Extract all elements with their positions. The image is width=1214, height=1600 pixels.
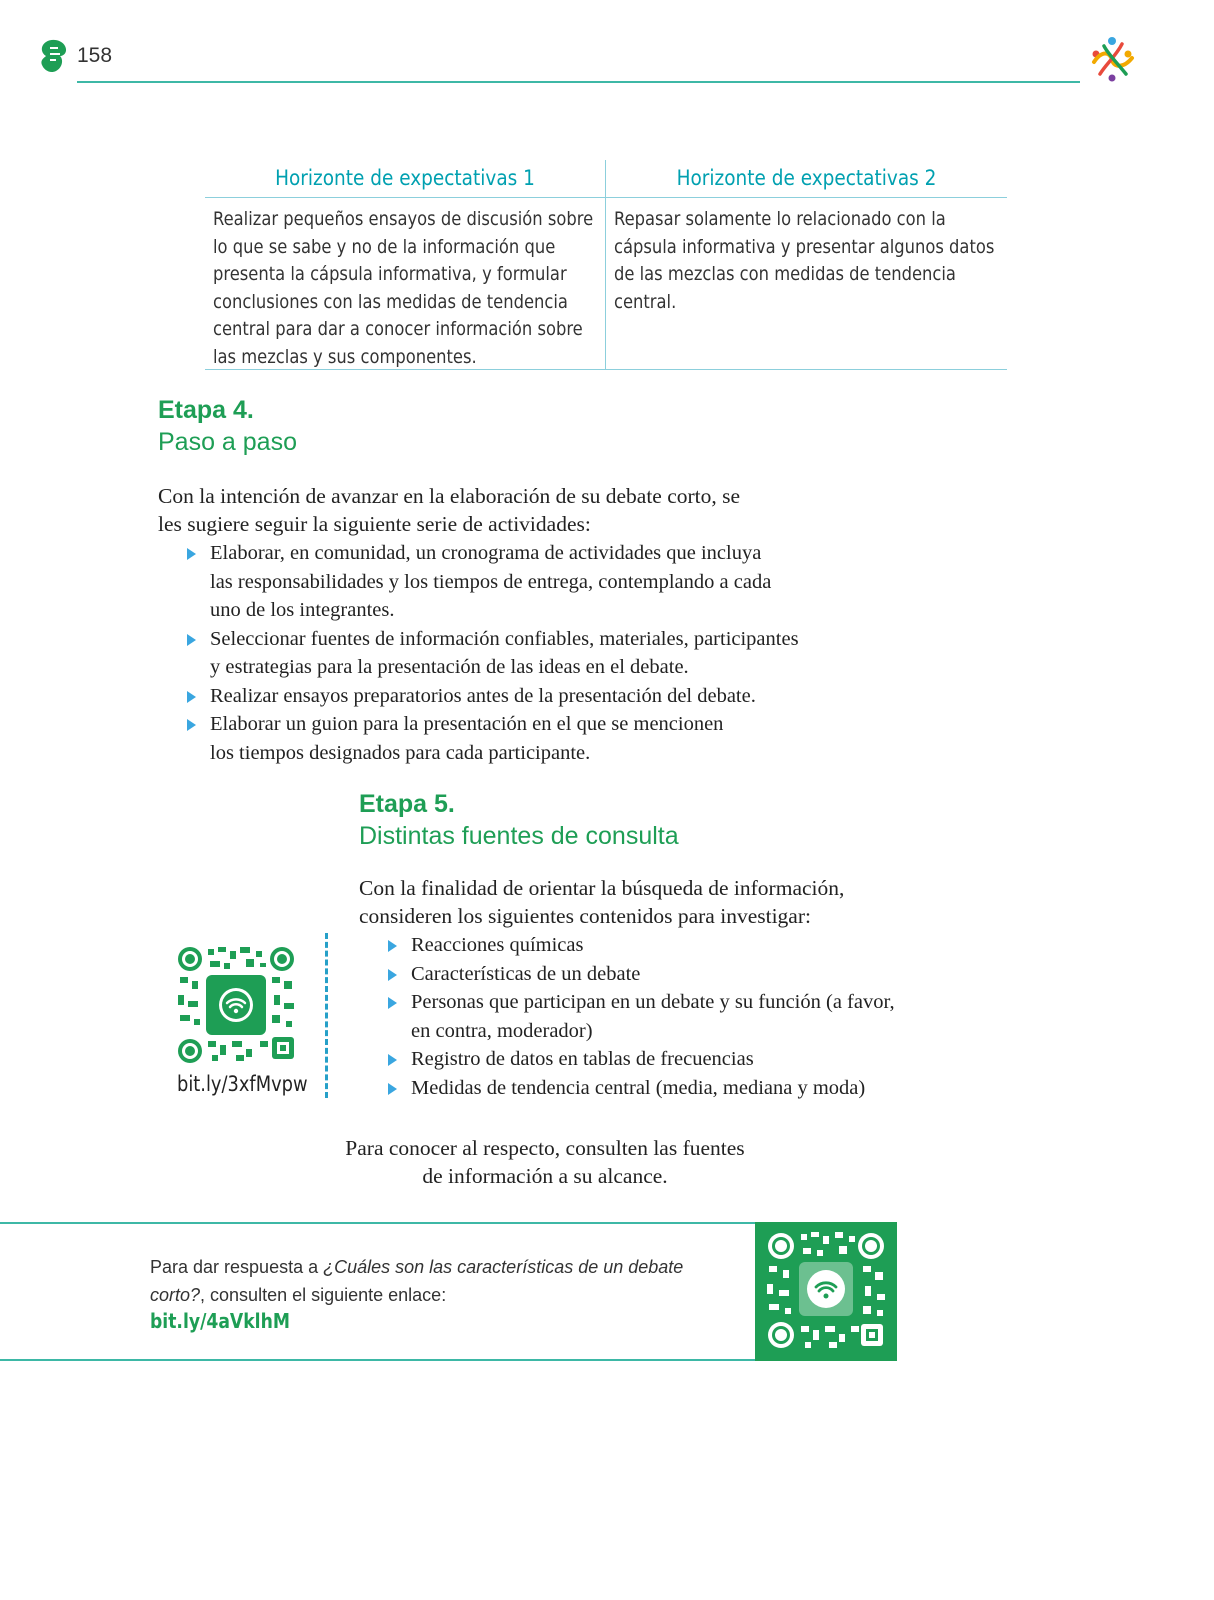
stage4-intro: Con la intención de avanzar en la elaboración de su debate corto, se les sugiere seguir la siguiente serie de actividades: <box>158 484 741 536</box>
stage5-subtitle: Distintas fuentes de consulta <box>359 822 679 850</box>
qr-code-2-panel[interactable] <box>755 1222 897 1361</box>
dashed-divider <box>325 933 328 1098</box>
list-item: Características de un debate <box>386 960 946 989</box>
list-item: Elaborar, en comunidad, un cronograma de actividades que incluya las responsabilidades y los tiempos de entrega, contemplando a cada uno de los integrantes. <box>185 539 885 625</box>
bullet-arrow-icon <box>187 634 196 646</box>
link-box-text: Para dar respuesta a ¿Cuáles son las características de un debate corto?, consulten el siguiente enlace: <box>150 1257 684 1305</box>
bullet-arrow-icon <box>388 997 397 1009</box>
list-item: Seleccionar fuentes de información confiables, materiales, participantes y estrategias para la presentación de las ideas en el debate. <box>185 625 885 682</box>
link-box-top-rule <box>0 1222 755 1224</box>
bullet-arrow-icon <box>388 940 397 952</box>
table-cell-2: Repasar solamente lo relacionado con la cápsula informativa y presentar algunos datos de las mezclas con medidas de tendencia central. <box>614 208 995 313</box>
table-header-2: Horizonte de expectativas 2 <box>676 166 937 190</box>
stage4-bullet-list <box>185 539 885 767</box>
stage5-intro: Con la finalidad de orientar la búsqueda de información, consideren los siguientes contenidos para investigar: <box>359 876 845 928</box>
link-box-url[interactable]: bit.ly/4aVklhM <box>150 1309 290 1333</box>
list-item: Realizar ensayos preparatorios antes de la presentación del debate. <box>185 682 885 711</box>
community-emblem-icon <box>1086 34 1138 84</box>
bullet-arrow-icon <box>388 1054 397 1066</box>
table-header-rule <box>205 197 1007 198</box>
stage4-subtitle: Paso a paso <box>158 428 297 456</box>
list-item: Reacciones químicas <box>386 931 946 960</box>
table-header-1: Horizonte de expectativas 1 <box>275 166 535 190</box>
stage4-title: Etapa 4. <box>158 396 254 424</box>
expectations-table <box>205 160 1007 370</box>
bullet-arrow-icon <box>187 691 196 703</box>
table-bottom-rule <box>205 369 1007 370</box>
table-column-divider <box>605 160 606 370</box>
qr-code-icon[interactable] <box>176 945 296 1065</box>
stage5-bullet-list <box>386 931 946 1102</box>
list-item: Registro de datos en tablas de frecuencias <box>386 1045 946 1074</box>
link-box-bottom-rule <box>0 1359 755 1361</box>
page-number: 158 <box>77 44 113 67</box>
qr-short-link-1[interactable]: bit.ly/3xfMvpw <box>177 1072 308 1096</box>
book-logo-icon <box>38 38 70 74</box>
bullet-arrow-icon <box>388 969 397 981</box>
stage5-title: Etapa 5. <box>359 790 455 818</box>
stage5-closing: Para conocer al respecto, consulten las fuentes de información a su alcance. <box>345 1136 745 1188</box>
list-item: Elaborar un guion para la presentación en el que se mencionen los tiempos designados para cada participante. <box>185 710 885 767</box>
table-cell-1: Realizar pequeños ensayos de discusión sobre lo que se sabe y no de la información que presenta la cápsula informativa, y formular conclusiones con las medidas de tendencia central para dar a conocer información sobre las mezclas y sus componentes. <box>213 208 594 368</box>
list-item: Personas que participan en un debate y su función (a favor, en contra, moderador) <box>386 988 946 1045</box>
bullet-arrow-icon <box>187 719 196 731</box>
bullet-arrow-icon <box>388 1083 397 1095</box>
qr-code-icon[interactable] <box>755 1222 897 1361</box>
bullet-arrow-icon <box>187 548 196 560</box>
list-item: Medidas de tendencia central (media, mediana y moda) <box>386 1074 946 1103</box>
header-rule <box>77 81 1080 83</box>
